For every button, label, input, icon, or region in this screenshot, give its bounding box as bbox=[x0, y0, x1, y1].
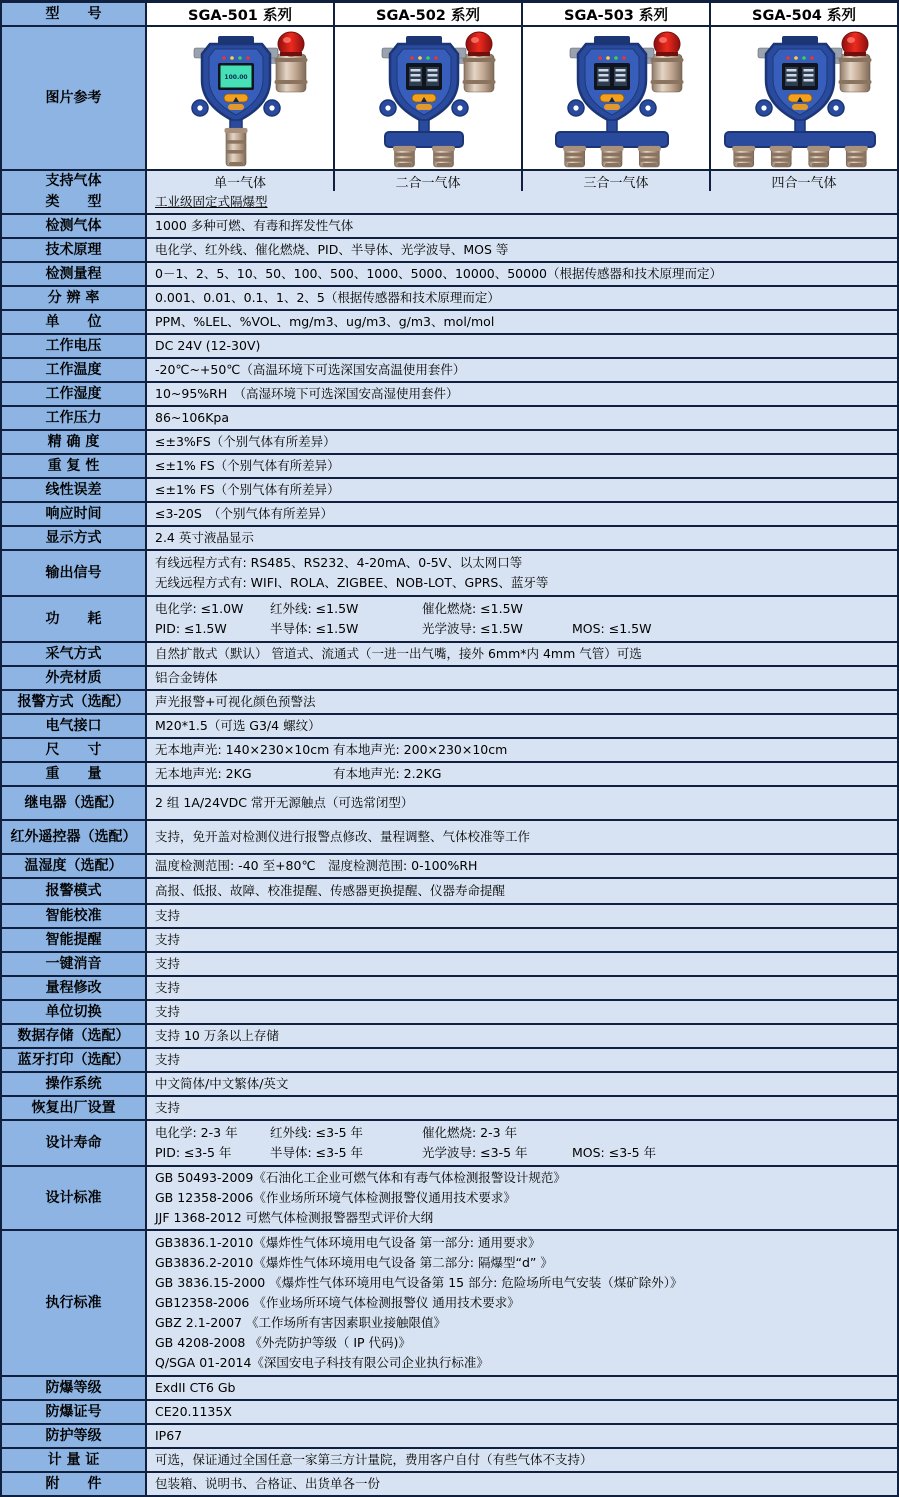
row-value-response bbox=[147, 503, 897, 525]
row-label-metering_cert: 计 量 证 bbox=[2, 1449, 147, 1471]
row-value-line: 声光报警+可视化颜色预警法 bbox=[155, 694, 316, 709]
row-value-line: 0.001、0.01、0.1、1、2、5（根据传感器和技术原理而定） bbox=[155, 290, 500, 305]
row-value-ir_remote bbox=[147, 821, 897, 853]
row-value-lifespan bbox=[147, 1121, 897, 1165]
spec-row-relay bbox=[2, 785, 897, 819]
row-value-line: 0－1、2、5、10、50、100、500、1000、5000、10000、50000（根据传感器和技术原理而定） bbox=[155, 266, 722, 281]
row-value-cell: PID: ≤3-5 年 bbox=[155, 1145, 232, 1160]
row-value-accuracy bbox=[147, 431, 897, 453]
spec-row-smart_remind bbox=[2, 927, 897, 951]
spec-row-power bbox=[2, 595, 897, 641]
spec-row-size bbox=[2, 737, 897, 761]
spec-row-voltage bbox=[2, 333, 897, 357]
row-label-model: 型 号 bbox=[2, 3, 147, 25]
row-value-line: 86~106Kpa bbox=[155, 410, 230, 425]
row-value-principle bbox=[147, 239, 897, 261]
row-value-line: ≤3-20S （个别气体有所差异） bbox=[155, 506, 334, 521]
spec-row-factory_reset bbox=[2, 1095, 897, 1119]
row-label-unit: 单 位 bbox=[2, 311, 147, 333]
row-label-os: 操作系统 bbox=[2, 1073, 147, 1095]
spec-row-elec_port bbox=[2, 713, 897, 737]
row-label-work_press: 工作压力 bbox=[2, 407, 147, 429]
row-value-resolution bbox=[147, 287, 897, 309]
row-label-relay: 继电器（选配） bbox=[2, 787, 147, 819]
row-value-bt_print bbox=[147, 1049, 897, 1071]
row-value-elec_port bbox=[147, 715, 897, 737]
gas-detector-illustration bbox=[712, 28, 896, 168]
model-name-sga-504: SGA-504 系列 bbox=[711, 3, 897, 25]
row-value-cell: 催化燃烧: 2-3 年 bbox=[422, 1125, 518, 1140]
row-value-line: GB 4208-2008 《外壳防护等级（ IP 代码)》 bbox=[155, 1335, 411, 1350]
row-label-response: 响应时间 bbox=[2, 503, 147, 525]
row-value-cell: 电化学: ≤1.0W bbox=[155, 601, 244, 616]
row-value-line bbox=[155, 1143, 897, 1163]
row-label-bt_print: 蓝牙打印（选配） bbox=[2, 1049, 147, 1071]
row-label-weight: 重 量 bbox=[2, 763, 147, 785]
row-value-smart_remind bbox=[147, 929, 897, 951]
row-value-line: 2 组 1A/24VDC 常开无源触点（可选常闭型） bbox=[155, 795, 414, 810]
spec-row-weight bbox=[2, 761, 897, 785]
row-value-cell: 光学波导: ≤1.5W bbox=[422, 621, 523, 636]
row-label-type: 类 型 bbox=[2, 191, 147, 213]
row-value-exec_std bbox=[147, 1231, 897, 1375]
spec-row-detect_gas bbox=[2, 213, 897, 237]
row-value-sampling bbox=[147, 643, 897, 665]
supported-gas-sga-504: 四合一气体 bbox=[711, 171, 897, 191]
row-label-data_storage: 数据存储（选配） bbox=[2, 1025, 147, 1047]
row-value-display bbox=[147, 527, 897, 549]
row-value-line: 自然扩散式（默认） 管道式、流通式（一进一出气嘴，接外 6mm*内 4mm 气管）可选 bbox=[155, 646, 642, 661]
row-value-line: GB 12358-2006《作业场所环境气体检测报警仪通用技术要求》 bbox=[155, 1190, 516, 1205]
row-label-repeatability: 重 复 性 bbox=[2, 455, 147, 477]
spec-row-shell bbox=[2, 665, 897, 689]
spec-row-principle bbox=[2, 237, 897, 261]
spec-row-repeatability bbox=[2, 453, 897, 477]
row-value-shell bbox=[147, 667, 897, 689]
row-value-line: 高报、低报、故障、校准提醒、传感器更换提醒、仪器寿命提醒 bbox=[155, 883, 506, 898]
row-value-line: GB12358-2006 《作业场所环境气体检测报警仪 通用技术要求》 bbox=[155, 1295, 520, 1310]
row-label-alarm_method: 报警方式（选配） bbox=[2, 691, 147, 713]
row-value-line bbox=[155, 619, 897, 639]
spec-row-sampling bbox=[2, 641, 897, 665]
spec-row-range bbox=[2, 261, 897, 285]
row-value-line: 支持 bbox=[155, 1100, 181, 1115]
row-value-cell: 催化燃烧: ≤1.5W bbox=[422, 601, 523, 616]
row-value-work_temp bbox=[147, 359, 897, 381]
gas-detector-illustration bbox=[336, 28, 520, 168]
row-label-one_key_mute: 一键消音 bbox=[2, 953, 147, 975]
row-label-lifespan: 设计寿命 bbox=[2, 1121, 147, 1165]
row-value-cell: MOS: ≤3-5 年 bbox=[572, 1145, 657, 1160]
row-label-smart_cal: 智能校准 bbox=[2, 905, 147, 927]
row-value-line: 2.4 英寸液晶显示 bbox=[155, 530, 254, 545]
row-value-line: ExdII CT6 Gb bbox=[155, 1380, 236, 1395]
spec-row-output bbox=[2, 549, 897, 595]
row-label-unit_switch: 单位切换 bbox=[2, 1001, 147, 1023]
spec-row-exec_std bbox=[2, 1229, 897, 1375]
row-value-line: ≤±1% FS（个别气体有所差异） bbox=[155, 458, 340, 473]
supported-gas-sga-503: 三合一气体 bbox=[523, 171, 711, 191]
row-value-alarm_method bbox=[147, 691, 897, 713]
gas-detector-image-sga-502 bbox=[335, 27, 523, 169]
row-value-line: 可选，保证通过全国任意一家第三方计量院，费用客户自付（有些气体不支持） bbox=[155, 1452, 593, 1467]
row-value-weight bbox=[147, 763, 897, 785]
gas-detector-illustration bbox=[148, 28, 332, 168]
row-value-power bbox=[147, 597, 897, 641]
row-value-line: GB3836.2-2010《爆炸性气体环境用电气设备 第二部分: 隔爆型“d” 》 bbox=[155, 1255, 553, 1270]
row-value-relay bbox=[147, 787, 897, 819]
spec-row-smart_cal bbox=[2, 903, 897, 927]
row-value-ex_cert_no bbox=[147, 1401, 897, 1423]
row-value-line bbox=[155, 764, 897, 784]
spec-row-work_temp bbox=[2, 357, 897, 381]
row-value-line: GB3836.1-2010《爆炸性气体环境用电气设备 第一部分: 通用要求》 bbox=[155, 1235, 541, 1250]
row-value-type[interactable] bbox=[147, 191, 897, 213]
row-label-ir_remote: 红外遥控器（选配） bbox=[2, 821, 147, 853]
spec-row-lifespan bbox=[2, 1119, 897, 1165]
row-value-line: CE20.1135X bbox=[155, 1404, 232, 1419]
spec-rows-container bbox=[2, 191, 897, 1495]
row-label-elec_port: 电气接口 bbox=[2, 715, 147, 737]
spec-row-linearity bbox=[2, 477, 897, 501]
spec-row-work_hum bbox=[2, 381, 897, 405]
row-value-cell: 光学波导: ≤3-5 年 bbox=[422, 1145, 528, 1160]
table-header-row bbox=[2, 3, 897, 25]
row-value-line: 电化学、红外线、催化燃烧、PID、半导体、光学波导、MOS 等 bbox=[155, 242, 509, 257]
row-value-line: 支持 bbox=[155, 1004, 181, 1019]
row-label-accuracy: 精 确 度 bbox=[2, 431, 147, 453]
row-value-factory_reset bbox=[147, 1097, 897, 1119]
spec-row-work_press bbox=[2, 405, 897, 429]
spec-row-temp_hum bbox=[2, 853, 897, 877]
row-label-design_std: 设计标准 bbox=[2, 1167, 147, 1229]
spec-row-os bbox=[2, 1071, 897, 1095]
spec-row-ip_grade bbox=[2, 1423, 897, 1447]
row-value-cell: 有本地声光: 2.2KG bbox=[333, 766, 442, 781]
row-value-line: Q/SGA 01-2014《深国安电子科技有限公司企业执行标准》 bbox=[155, 1355, 489, 1370]
row-value-line: 包装箱、说明书、合格证、出货单各一份 bbox=[155, 1476, 381, 1491]
row-value-one_key_mute bbox=[147, 953, 897, 975]
row-value-voltage bbox=[147, 335, 897, 357]
row-value-temp_hum bbox=[147, 855, 897, 877]
row-label-linearity: 线性误差 bbox=[2, 479, 147, 501]
row-label-accessories: 附 件 bbox=[2, 1473, 147, 1495]
row-value-line: JJF 1368-2012 可燃气体检测报警器型式评价大纲 bbox=[155, 1210, 434, 1225]
row-value-size bbox=[147, 739, 897, 761]
row-label-smart_remind: 智能提醒 bbox=[2, 929, 147, 951]
row-value-line: 中文简体/中文繁体/英文 bbox=[155, 1076, 289, 1091]
row-value-line bbox=[155, 599, 897, 619]
row-value-alarm_mode bbox=[147, 879, 897, 903]
row-value-line: 支持 bbox=[155, 980, 181, 995]
row-value-os bbox=[147, 1073, 897, 1095]
row-value-line: ≤±1% FS（个别气体有所差异） bbox=[155, 482, 340, 497]
row-label-ex_cert_no: 防爆证号 bbox=[2, 1401, 147, 1423]
spec-row-design_std bbox=[2, 1165, 897, 1229]
row-value-line: 工业级固定式隔爆型 bbox=[155, 194, 268, 209]
supported-gas-sga-501: 单一气体 bbox=[147, 171, 335, 191]
row-label-detect_gas: 检测气体 bbox=[2, 215, 147, 237]
row-value-unit_switch bbox=[147, 1001, 897, 1023]
spec-row-response bbox=[2, 501, 897, 525]
row-value-line: GB 50493-2009《石油化工企业可燃气体和有毒气体检测报警设计规范》 bbox=[155, 1170, 566, 1185]
spec-row-metering_cert bbox=[2, 1447, 897, 1471]
row-value-ip_grade bbox=[147, 1425, 897, 1447]
row-label-ex_grade: 防爆等级 bbox=[2, 1377, 147, 1399]
row-label-exec_std: 执行标准 bbox=[2, 1231, 147, 1375]
row-label-size: 尺 寸 bbox=[2, 739, 147, 761]
row-value-metering_cert bbox=[147, 1449, 897, 1471]
row-value-range bbox=[147, 263, 897, 285]
row-value-line: 支持 bbox=[155, 956, 181, 971]
row-value-design_std bbox=[147, 1167, 897, 1229]
spec-row-unit bbox=[2, 309, 897, 333]
row-value-cell: MOS: ≤1.5W bbox=[572, 621, 652, 636]
row-value-line: GB 3836.15-2000 《爆炸性气体环境用电气设备第 15 部分: 危险场所电气安装（煤矿除外）》 bbox=[155, 1275, 683, 1290]
row-value-range_modify bbox=[147, 977, 897, 999]
spec-row-alarm_mode bbox=[2, 877, 897, 903]
model-name-sga-503: SGA-503 系列 bbox=[523, 3, 711, 25]
row-value-line: 1000 多种可燃、有毒和挥发性气体 bbox=[155, 218, 354, 233]
row-label-power: 功 耗 bbox=[2, 597, 147, 641]
row-value-work_hum bbox=[147, 383, 897, 405]
row-label-shell: 外壳材质 bbox=[2, 667, 147, 689]
row-value-line: -20℃~+50℃（高温环境下可选深国安高温使用套件） bbox=[155, 362, 466, 377]
row-value-cell: PID: ≤1.5W bbox=[155, 621, 227, 636]
image-reference-row bbox=[2, 25, 897, 169]
spec-row-range_modify bbox=[2, 975, 897, 999]
gas-detector-image-sga-503 bbox=[523, 27, 711, 169]
row-label-voltage: 工作电压 bbox=[2, 335, 147, 357]
gas-detector-image-sga-501 bbox=[147, 27, 335, 169]
row-label-display: 显示方式 bbox=[2, 527, 147, 549]
spec-row-accessories bbox=[2, 1471, 897, 1495]
row-value-output bbox=[147, 551, 897, 595]
row-value-cell: 有本地声光: 200×230×10cm bbox=[333, 742, 508, 757]
model-name-sga-502: SGA-502 系列 bbox=[335, 3, 523, 25]
row-value-line: 10~95%RH （高湿环境下可选深国安高湿使用套件） bbox=[155, 386, 459, 401]
row-label-resolution: 分 辨 率 bbox=[2, 287, 147, 309]
row-value-line bbox=[155, 740, 897, 760]
row-value-cell: 半导体: ≤1.5W bbox=[270, 621, 359, 636]
row-label-range_modify: 量程修改 bbox=[2, 977, 147, 999]
row-value-unit bbox=[147, 311, 897, 333]
row-value-smart_cal bbox=[147, 905, 897, 927]
row-value-work_press bbox=[147, 407, 897, 429]
row-label-image-reference: 图片参考 bbox=[2, 27, 147, 169]
row-value-line: PPM、%LEL、%VOL、mg/m3、ug/m3、g/m3、mol/mol bbox=[155, 314, 495, 329]
gas-detector-image-sga-504 bbox=[711, 27, 897, 169]
spec-row-bt_print bbox=[2, 1047, 897, 1071]
spec-row-type bbox=[2, 191, 897, 213]
spec-row-ir_remote bbox=[2, 819, 897, 853]
row-value-line: 支持，免开盖对检测仪进行报警点修改、量程调整、气体校准等工作 bbox=[155, 829, 531, 844]
spec-row-data_storage bbox=[2, 1023, 897, 1047]
row-value-line bbox=[155, 1123, 897, 1143]
spec-row-display bbox=[2, 525, 897, 549]
row-label-factory_reset: 恢复出厂设置 bbox=[2, 1097, 147, 1119]
model-name-sga-501: SGA-501 系列 bbox=[147, 3, 335, 25]
spec-row-ex_grade bbox=[2, 1375, 897, 1399]
row-value-line: 支持 10 万条以上存储 bbox=[155, 1028, 279, 1043]
spec-row-resolution bbox=[2, 285, 897, 309]
gas-detector-illustration bbox=[524, 28, 708, 168]
row-value-line: IP67 bbox=[155, 1428, 183, 1443]
row-value-linearity bbox=[147, 479, 897, 501]
row-value-line: DC 24V (12-30V) bbox=[155, 338, 261, 353]
row-value-line: ≤±3%FS（个别气体有所差异） bbox=[155, 434, 336, 449]
row-label-ip_grade: 防护等级 bbox=[2, 1425, 147, 1447]
row-label-work_temp: 工作温度 bbox=[2, 359, 147, 381]
row-value-cell: 电化学: 2-3 年 bbox=[155, 1125, 238, 1140]
spec-row-ex_cert_no bbox=[2, 1399, 897, 1423]
row-value-line: 支持 bbox=[155, 908, 181, 923]
row-label-alarm_mode: 报警模式 bbox=[2, 879, 147, 903]
row-value-line: 支持 bbox=[155, 1052, 181, 1067]
supported-gas-row bbox=[2, 169, 897, 191]
row-value-cell: 红外线: ≤1.5W bbox=[270, 601, 359, 616]
row-label-output: 输出信号 bbox=[2, 551, 147, 595]
spec-row-alarm_method bbox=[2, 689, 897, 713]
row-label-principle: 技术原理 bbox=[2, 239, 147, 261]
row-label-temp_hum: 温湿度（选配） bbox=[2, 855, 147, 877]
row-label-work_hum: 工作湿度 bbox=[2, 383, 147, 405]
row-value-accessories bbox=[147, 1473, 897, 1495]
row-label-supported-gas: 支持气体 bbox=[2, 171, 147, 191]
row-value-detect_gas bbox=[147, 215, 897, 237]
spec-row-one_key_mute bbox=[2, 951, 897, 975]
row-value-line: 铝合金铸体 bbox=[155, 670, 218, 685]
svg-text:100.00: 100.00 bbox=[224, 74, 248, 81]
spec-row-accuracy bbox=[2, 429, 897, 453]
row-value-cell: 红外线: ≤3-5 年 bbox=[270, 1125, 364, 1140]
supported-gas-sga-502: 二合一气体 bbox=[335, 171, 523, 191]
row-value-data_storage bbox=[147, 1025, 897, 1047]
spec-row-unit_switch bbox=[2, 999, 897, 1023]
row-value-repeatability bbox=[147, 455, 897, 477]
row-label-sampling: 采气方式 bbox=[2, 643, 147, 665]
row-label-range: 检测量程 bbox=[2, 263, 147, 285]
row-value-line: GBZ 2.1-2007 《工作场所有害因素职业接触限值》 bbox=[155, 1315, 446, 1330]
row-value-ex_grade bbox=[147, 1377, 897, 1399]
row-value-line: M20*1.5（可选 G3/4 螺纹） bbox=[155, 718, 321, 733]
row-value-cell: 半导体: ≤3-5 年 bbox=[270, 1145, 364, 1160]
row-value-line: 支持 bbox=[155, 932, 181, 947]
row-value-cell: 无本地声光: 140×230×10cm bbox=[155, 742, 330, 757]
row-value-cell: 无本地声光: 2KG bbox=[155, 766, 252, 781]
row-value-line: 无线远程方式有: WIFI、ROLA、ZIGBEE、NOB-LOT、GPRS、蓝牙等 bbox=[155, 575, 549, 590]
row-value-line: 有线远程方式有: RS485、RS232、4-20mA、0-5V、以太网口等 bbox=[155, 555, 523, 570]
row-value-line: 温度检测范围: -40 至+80℃ 湿度检测范围: 0-100%RH bbox=[155, 858, 478, 873]
